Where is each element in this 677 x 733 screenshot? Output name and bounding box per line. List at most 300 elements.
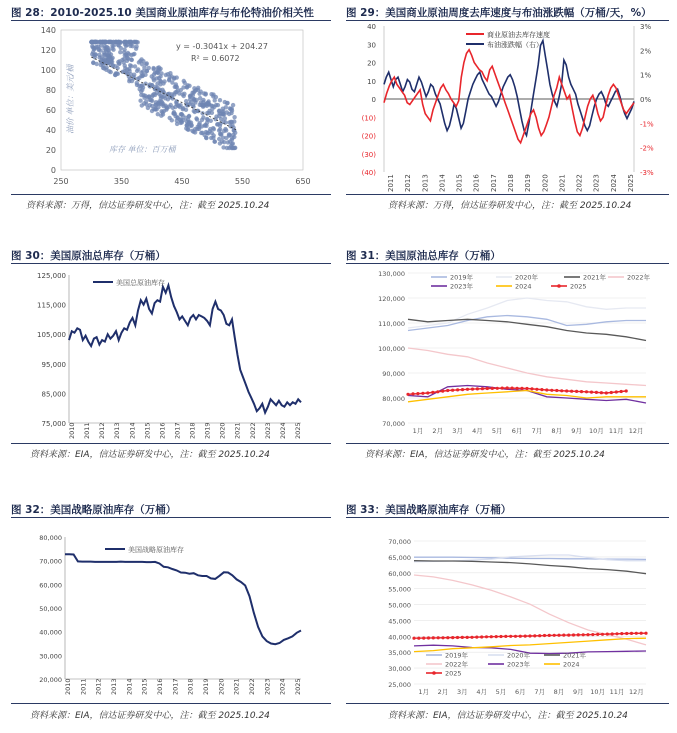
y-left-tick-label: 0 (371, 96, 376, 104)
scatter-point (216, 122, 220, 126)
scatter-point (230, 109, 234, 113)
marker (475, 636, 478, 639)
y-left-tick-label: (20) (361, 132, 376, 141)
x-tick-label: 5月 (491, 427, 503, 435)
x-tick-label: 2015 (140, 678, 149, 695)
legend-label-2021年: 2021年 (583, 273, 607, 282)
legend-label-2023年: 2023年 (507, 660, 531, 669)
scatter-point (213, 117, 217, 121)
x-tick-label: 2015 (455, 174, 464, 192)
x-tick-label: 250 (53, 177, 69, 186)
marker (644, 632, 647, 635)
y-tick-label: 30,000 (388, 665, 411, 674)
x-tick-label: 650 (295, 177, 311, 186)
scatter-point (218, 141, 222, 145)
x-tick-label: 7月 (531, 427, 543, 435)
scatter-point (162, 91, 166, 95)
scatter-point (201, 115, 205, 119)
scatter-point (137, 76, 141, 80)
scatter-point (127, 40, 131, 44)
y-tick-label: 40 (45, 126, 56, 135)
scatter-point (206, 131, 210, 135)
scatter-point (116, 72, 120, 76)
scatter-point (192, 98, 196, 102)
legend-label-2022年: 2022年 (627, 273, 651, 282)
marker (520, 387, 523, 390)
x-tick-label: 2018 (507, 174, 515, 192)
marker (456, 636, 459, 639)
scatter-point (150, 109, 154, 113)
scatter-point (125, 59, 129, 63)
marker (451, 389, 454, 392)
scatter-point (142, 101, 146, 105)
scatter-point (197, 125, 201, 129)
scatter-point (232, 119, 236, 123)
scatter-point (105, 52, 109, 56)
x-tick-label: 2011 (79, 678, 88, 695)
marker (605, 391, 608, 394)
y-tick-label: 50,000 (39, 605, 62, 613)
y-tick-label: 70,000 (388, 538, 411, 546)
marker (553, 634, 556, 637)
scatter-point (173, 114, 177, 118)
x-tick-label: 4月 (476, 688, 487, 696)
marker (540, 388, 543, 391)
y-right-tick-label: 1% (640, 71, 652, 80)
marker (406, 393, 409, 396)
scatter-point (232, 135, 236, 139)
y-tick-label: 40,000 (39, 628, 62, 637)
y-tick-label: 30,000 (39, 652, 62, 661)
scatter-point (227, 132, 231, 136)
x-tick-label: 2017 (171, 678, 180, 695)
scatter-point (151, 66, 155, 70)
scatter-point (89, 40, 93, 44)
x-tick-label: 2021 (233, 422, 242, 439)
x-tick-label: 2021 (232, 678, 241, 695)
series-2024 (414, 638, 646, 651)
x-tick-label: 2024 (278, 422, 287, 439)
figure-31-bottom-rule (346, 443, 669, 444)
scatter-point (210, 107, 214, 111)
marker (596, 633, 599, 636)
marker (606, 633, 609, 636)
y-right-tick-label: 3% (640, 23, 652, 31)
y-right-tick-label: 0% (640, 96, 652, 104)
figure-33-rule (346, 517, 669, 518)
marker (437, 636, 440, 639)
x-tick-label: 2月 (437, 688, 449, 696)
x-tick-label: 3月 (452, 427, 463, 435)
marker (446, 389, 449, 392)
marker (446, 636, 449, 639)
scatter-point (213, 98, 217, 102)
scatter-point (225, 146, 229, 150)
series-2020年 (408, 298, 646, 328)
scatter-point (92, 46, 96, 50)
marker (595, 391, 598, 394)
x-tick-label: 12月 (628, 427, 644, 435)
marker (557, 634, 560, 637)
marker (570, 390, 573, 393)
x-tick-label: 2020 (217, 678, 226, 695)
series-2021年 (414, 561, 646, 574)
series-2021年 (408, 319, 646, 340)
y-tick-label: 95,000 (41, 360, 66, 369)
marker (640, 632, 643, 635)
marker (441, 390, 444, 393)
x-tick-label: 2016 (472, 174, 481, 192)
scatter-point (136, 40, 140, 44)
scatter-point (187, 84, 191, 88)
scatter-point (183, 116, 187, 120)
legend-marker-2025 (432, 671, 436, 675)
y-right-tick-label: 2% (640, 47, 652, 56)
x-tick-label: 2024 (278, 678, 287, 695)
marker (499, 635, 502, 638)
scatter-point (129, 57, 133, 61)
x-tick-label: 12月 (628, 688, 644, 696)
marker (625, 389, 628, 392)
y-left-tick-label: (40) (361, 169, 376, 177)
marker (421, 392, 424, 395)
marker (601, 633, 604, 636)
marker (495, 635, 498, 638)
y-tick-label: 65,000 (388, 553, 411, 562)
x-tick-label: 3月 (457, 688, 468, 696)
x-tick-label: 9月 (571, 427, 582, 435)
scatter-point (168, 116, 172, 120)
scatter-point (225, 101, 229, 105)
scatter-point (141, 59, 145, 63)
legend-marker-2025 (557, 284, 561, 288)
scatter-point (202, 91, 206, 95)
marker (630, 632, 633, 635)
x-tick-label: 2024 (609, 174, 618, 192)
x-tick-label: 2023 (263, 678, 272, 695)
marker (411, 392, 414, 395)
marker (491, 387, 494, 390)
scatter-point (195, 117, 199, 121)
x-tick-label: 2020 (218, 422, 227, 439)
series-2022年 (408, 348, 646, 386)
marker (490, 635, 493, 638)
scatter-point (91, 60, 95, 64)
marker (470, 636, 473, 639)
figure-30-bottom-rule (11, 443, 331, 444)
figure-29-source: 资料来源：万得，信达证券研发中心，注：截至 2025.10.24 (388, 201, 632, 211)
marker (504, 635, 507, 638)
scatter-point (118, 50, 122, 54)
y-left-tick-label: 30 (367, 41, 376, 50)
y-right-tick-label: -1% (640, 120, 654, 129)
scatter-point (94, 52, 98, 56)
x-tick-label: 2025 (294, 678, 302, 695)
scatter-point (169, 74, 173, 78)
legend-label-2024: 2024 (563, 660, 580, 669)
scatter-point (111, 40, 115, 44)
marker (615, 390, 618, 393)
scatter-point (185, 103, 189, 107)
y-tick-label: 20,000 (39, 676, 62, 684)
figure-32-source: 资料来源：EIA，信达证券研发中心，注：截至 2025.10.24 (30, 711, 270, 721)
scatter-point (98, 40, 102, 44)
marker (432, 636, 435, 639)
regression-equation: y = -0.3041x + 204.27 (176, 42, 268, 51)
marker (600, 391, 603, 394)
marker (575, 390, 578, 393)
marker (528, 634, 531, 637)
marker (501, 387, 504, 390)
scatter-point (193, 127, 197, 131)
scatter-point (231, 103, 235, 107)
y-tick-label: 105,000 (37, 331, 66, 340)
scatter-point (179, 117, 183, 121)
scatter-point (173, 105, 177, 109)
scatter-point (142, 96, 146, 100)
x-tick-label: 2015 (143, 422, 152, 439)
x-axis-title: 库存 单位：百万桶 (109, 145, 176, 154)
x-tick-label: 2025 (627, 174, 635, 192)
scatter-point (181, 106, 185, 110)
scatter-point (97, 55, 101, 59)
legend-label-2025: 2025 (570, 282, 587, 291)
y-tick-label: 100 (40, 66, 56, 75)
scatter-point (127, 79, 131, 83)
scatter-point (191, 103, 195, 107)
figure-28-bottom-rule (11, 194, 331, 195)
x-tick-label: 2011 (387, 174, 395, 192)
y-tick-label: 20 (45, 146, 56, 155)
chart-29 (346, 22, 669, 194)
y-tick-label: 80,000 (382, 395, 405, 403)
scatter-point (164, 73, 168, 77)
figure-33-bottom-rule (346, 703, 669, 704)
marker (511, 387, 514, 390)
marker (509, 635, 512, 638)
y-right-tick-label: -3% (640, 169, 654, 177)
marker (620, 632, 623, 635)
legend-label-2020年: 2020年 (515, 273, 539, 282)
scatter-point (183, 81, 187, 85)
figure-30-source: 资料来源：EIA，信达证券研发中心，注：截至 2025.10.24 (30, 450, 270, 460)
marker (426, 391, 429, 394)
x-tick-label: 8月 (551, 427, 563, 435)
y-tick-label: 70,000 (39, 557, 62, 566)
y-tick-label: 40,000 (388, 633, 411, 642)
marker (427, 636, 430, 639)
x-tick-label: 2月 (432, 427, 444, 435)
figure-31-title: 图 31：美国原油总库存（万桶） (346, 250, 501, 262)
x-tick-label: 2021 (558, 174, 567, 192)
marker (565, 389, 568, 392)
marker (567, 634, 570, 637)
legend-label-2019年: 2019年 (445, 651, 469, 660)
marker (471, 388, 474, 391)
marker (580, 390, 583, 393)
chart-32 (11, 519, 331, 701)
chart-31 (346, 265, 669, 440)
marker (451, 636, 454, 639)
marker (572, 633, 575, 636)
series-spr-stock (65, 554, 301, 644)
y-tick-label: 50,000 (388, 601, 411, 610)
scatter-point (189, 124, 193, 128)
marker (506, 386, 509, 389)
scatter-point (110, 46, 114, 50)
legend-label: 美国战略原油库存 (128, 546, 184, 554)
marker (466, 388, 469, 391)
scatter-point (217, 109, 221, 113)
scatter-point (232, 115, 236, 119)
x-tick-label: 5月 (495, 688, 507, 696)
scatter-point (217, 137, 221, 141)
x-tick-label: 2022 (248, 678, 256, 695)
y-tick-label: 35,000 (388, 649, 411, 658)
scatter-point (214, 103, 218, 107)
y-axis-title: 油价 单位：美元/桶 (66, 64, 75, 134)
x-tick-label: 2017 (173, 422, 182, 439)
x-tick-label: 2013 (110, 678, 118, 695)
marker (535, 388, 538, 391)
legend-label-2020年: 2020年 (507, 651, 531, 660)
y-tick-label: 125,000 (37, 272, 66, 280)
scatter-point (156, 101, 160, 105)
marker (461, 388, 464, 391)
scatter-point (116, 40, 120, 44)
r-squared: R² = 0.6072 (191, 54, 240, 63)
series-brent-change (384, 41, 634, 136)
figure-31-rule (346, 263, 669, 264)
marker (585, 390, 588, 393)
x-tick-label: 2018 (188, 422, 197, 439)
y-left-tick-label: 40 (367, 23, 376, 31)
scatter-point (159, 71, 163, 75)
scatter-point (192, 86, 196, 90)
scatter-point (217, 128, 221, 132)
scatter-point (212, 139, 216, 143)
figure-30-title: 图 30：美国原油总库存（万桶） (11, 250, 166, 262)
y-left-tick-label: 20 (367, 59, 376, 68)
scatter-point (149, 98, 153, 102)
figure-29-title: 图 29：美国商业原油周度去库速度与布油涨跌幅（万桶/天，%） (346, 7, 652, 19)
x-tick-label: 1月 (412, 427, 424, 435)
scatter-point (139, 89, 143, 93)
scatter-point (212, 127, 216, 131)
marker (456, 388, 459, 391)
figure-28-source: 资料来源：万得，信达证券研发中心，注：截至 2025.10.24 (26, 201, 270, 211)
marker (620, 390, 623, 393)
x-tick-label: 2019 (524, 174, 533, 192)
legend-label-destock: 商业原油去库存速度 (487, 31, 550, 39)
scatter-point (159, 96, 163, 100)
marker (562, 634, 565, 637)
marker (519, 635, 522, 638)
marker (525, 387, 528, 390)
marker (560, 389, 563, 392)
scatter-point (140, 83, 144, 87)
x-tick-label: 9月 (573, 688, 584, 696)
x-tick-label: 11月 (609, 688, 625, 696)
marker (431, 391, 434, 394)
x-tick-label: 2012 (98, 422, 107, 439)
x-tick-label: 2012 (94, 678, 103, 695)
figure-30-rule (11, 263, 331, 264)
marker (590, 391, 593, 394)
scatter-point (135, 69, 139, 73)
marker (530, 387, 533, 390)
y-tick-label: 120,000 (378, 295, 405, 303)
scatter-point (134, 47, 138, 51)
x-tick-label: 2019 (202, 678, 210, 695)
marker (436, 390, 439, 393)
scatter-point (190, 91, 194, 95)
marker (611, 632, 614, 635)
scatter-point (159, 109, 163, 113)
scatter-point (155, 81, 159, 85)
x-tick-label: 2023 (263, 422, 272, 439)
scatter-point (150, 74, 154, 78)
marker (441, 636, 444, 639)
y-tick-label: 45,000 (388, 617, 411, 626)
scatter-point (197, 92, 201, 96)
marker (485, 635, 488, 638)
x-tick-label: 2016 (158, 422, 167, 439)
x-tick-label: 2010 (64, 678, 72, 695)
scatter-point (135, 81, 139, 85)
marker (538, 634, 541, 637)
x-tick-label: 2017 (489, 174, 498, 192)
marker (591, 633, 594, 636)
figure-28-title: 图 28：2010-2025.10 美国商业原油库存与布伦特油价相关性 (11, 7, 314, 19)
x-tick-label: 2018 (186, 678, 195, 695)
scatter-point (209, 119, 213, 123)
y-left-tick-label: 10 (367, 77, 376, 86)
scatter-point (174, 99, 178, 103)
y-tick-label: 70,000 (382, 420, 405, 428)
x-tick-label: 7月 (534, 688, 545, 696)
marker (635, 632, 638, 635)
marker (577, 633, 580, 636)
marker (422, 637, 425, 640)
chart-30 (11, 265, 331, 440)
x-tick-label: 2011 (83, 422, 92, 439)
x-tick-label: 2013 (113, 422, 122, 439)
y-tick-label: 55,000 (388, 585, 411, 594)
series-total-stock (69, 285, 301, 412)
scatter-point (201, 98, 205, 102)
x-tick-label: 2025 (294, 422, 302, 439)
x-tick-label: 11月 (608, 427, 624, 435)
x-tick-label: 2016 (156, 678, 164, 695)
x-tick-label: 8月 (553, 688, 565, 696)
chart-33 (346, 519, 669, 701)
y-left-tick-label: (10) (361, 114, 376, 123)
figure-33-title: 图 33：美国战略原油库存（万桶） (346, 504, 512, 516)
marker (476, 387, 479, 390)
x-tick-label: 10月 (589, 427, 604, 435)
legend-label-2019年: 2019年 (450, 273, 474, 282)
scatter-point (132, 52, 136, 56)
y-tick-label: 60,000 (388, 569, 411, 578)
legend-label-2023年: 2023年 (450, 282, 474, 291)
chart-28 (11, 22, 331, 192)
scatter-point (186, 127, 190, 131)
y-tick-label: 130,000 (378, 270, 405, 278)
scatter-point (186, 122, 190, 126)
y-tick-label: 60,000 (39, 581, 62, 590)
scatter-point (224, 128, 228, 132)
